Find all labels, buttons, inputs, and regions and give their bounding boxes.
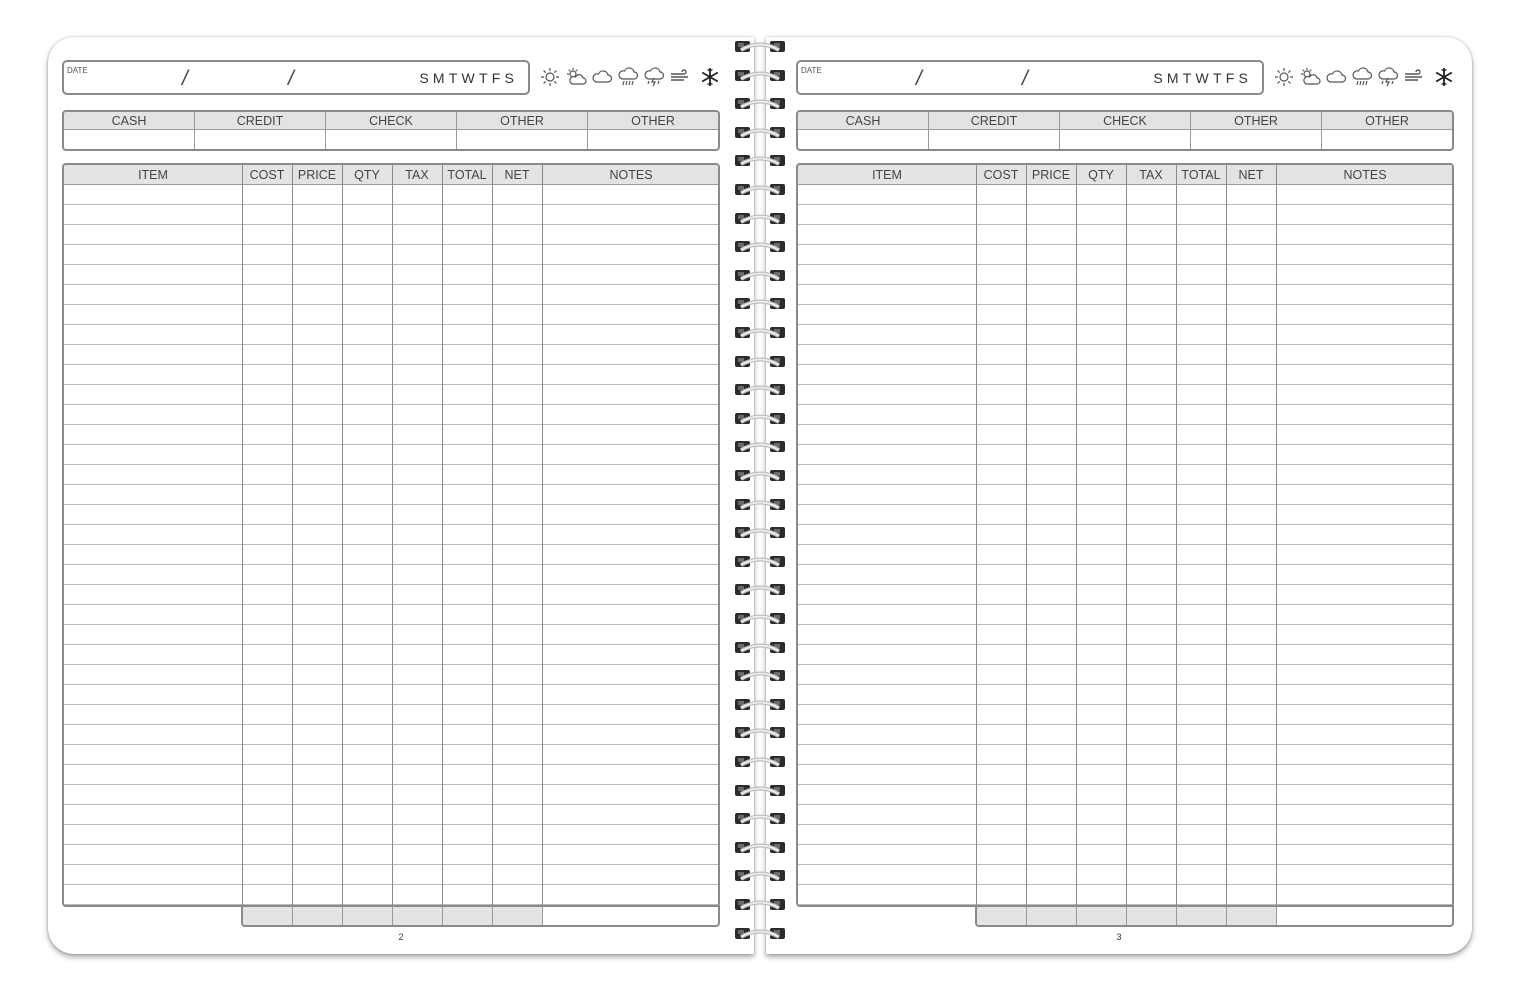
totals-row	[975, 905, 1454, 927]
binding-ring	[731, 38, 789, 55]
binding-ring	[731, 581, 789, 598]
ledger-header-row	[798, 165, 1452, 185]
cloud-icon[interactable]	[591, 66, 613, 88]
sun-icon[interactable]	[539, 66, 561, 88]
payment-other-field[interactable]	[1322, 130, 1452, 149]
page-number: 2	[398, 932, 404, 942]
total-cost-cell[interactable]	[243, 907, 293, 925]
total-total-cell[interactable]	[443, 907, 493, 925]
col-header-total: TOTAL	[1181, 168, 1221, 182]
col-header-tax: TAX	[405, 168, 429, 182]
col-header-price: PRICE	[297, 168, 337, 182]
binding-ring	[731, 810, 789, 827]
partly-cloudy-icon[interactable]	[1299, 66, 1321, 88]
binding-ring	[731, 410, 789, 427]
total-net-cell[interactable]	[1227, 907, 1277, 925]
binding-ring	[731, 667, 789, 684]
weather-icons	[1273, 66, 1459, 92]
binding-ring	[731, 353, 789, 370]
payment-method-table	[62, 110, 720, 151]
spiral-binding	[725, 38, 795, 950]
column-divider	[1126, 165, 1127, 905]
weekday-letters[interactable]: SMTWTFS	[419, 70, 518, 86]
binding-ring	[731, 210, 789, 227]
binding-ring	[731, 896, 789, 913]
binding-ring	[731, 696, 789, 713]
sun-icon[interactable]	[1273, 66, 1295, 88]
payment-header-other: OTHER	[631, 114, 675, 128]
payment-credit-field[interactable]	[195, 130, 326, 149]
col-header-notes: NOTES	[609, 168, 653, 182]
column-divider	[1076, 165, 1077, 905]
ledger-table	[62, 163, 720, 907]
binding-ring	[731, 324, 789, 341]
payment-header-credit: CREDIT	[195, 112, 326, 129]
weekday-letters[interactable]: SMTWTFS	[1153, 70, 1252, 86]
payment-header-check: CHECK	[1060, 112, 1191, 129]
payment-header-other: OTHER	[457, 112, 588, 129]
thunderstorm-icon[interactable]	[1377, 66, 1399, 88]
col-header-item: ITEM	[138, 168, 168, 182]
binding-ring	[731, 639, 789, 656]
ledger-table	[796, 163, 1454, 907]
payment-other-field[interactable]	[457, 130, 588, 149]
binding-ring	[731, 610, 789, 627]
payment-header-credit: CREDIT	[929, 112, 1060, 129]
totals-row	[241, 905, 720, 927]
ledger-header-row	[64, 165, 718, 185]
binding-ring	[731, 267, 789, 284]
payment-cash-field[interactable]	[798, 130, 929, 149]
column-divider	[442, 165, 443, 905]
payment-header-cash: CASH	[64, 112, 195, 129]
col-header-total: TOTAL	[447, 168, 487, 182]
cloud-icon[interactable]	[1325, 66, 1347, 88]
payment-header-check: CHECK	[326, 112, 457, 129]
rain-icon[interactable]	[617, 66, 639, 88]
rain-icon[interactable]	[1351, 66, 1373, 88]
wind-icon[interactable]	[1403, 66, 1425, 88]
date-slash: /	[916, 67, 922, 90]
binding-ring	[731, 839, 789, 856]
total-total-cell[interactable]	[1177, 907, 1227, 925]
total-qty-cell[interactable]	[1077, 907, 1127, 925]
col-header-tax: TAX	[1139, 168, 1163, 182]
snowflake-icon[interactable]	[1433, 66, 1455, 88]
col-header-cost: COST	[983, 168, 1019, 182]
binding-ring	[731, 524, 789, 541]
ledger-rows[interactable]	[64, 185, 718, 905]
binding-ring	[731, 467, 789, 484]
ledger-rows[interactable]	[798, 185, 1452, 905]
col-header-net: NET	[504, 168, 530, 182]
col-header-qty: QTY	[1088, 168, 1114, 182]
binding-ring	[731, 124, 789, 141]
payment-cash-field[interactable]	[64, 130, 195, 149]
total-net-cell[interactable]	[493, 907, 543, 925]
binding-ring	[731, 67, 789, 84]
payment-check-field[interactable]	[326, 130, 457, 149]
binding-ring	[731, 553, 789, 570]
col-header-cost: COST	[249, 168, 285, 182]
total-price-cell[interactable]	[293, 907, 343, 925]
payment-method-table	[796, 110, 1454, 151]
date-slash: /	[1022, 67, 1028, 90]
payment-header-cash: CASH	[798, 112, 929, 129]
binding-ring	[731, 724, 789, 741]
col-header-qty: QTY	[354, 168, 380, 182]
total-cost-cell[interactable]	[977, 907, 1027, 925]
binding-ring	[731, 782, 789, 799]
column-divider	[1226, 165, 1227, 905]
weather-icons	[539, 66, 725, 92]
column-divider	[292, 165, 293, 905]
col-header-notes: NOTES	[1343, 168, 1387, 182]
partly-cloudy-icon[interactable]	[565, 66, 587, 88]
binding-ring	[731, 181, 789, 198]
date-field[interactable]	[796, 60, 1264, 95]
column-divider	[1026, 165, 1027, 905]
binding-ring	[731, 496, 789, 513]
col-header-item: ITEM	[872, 168, 902, 182]
date-field[interactable]	[62, 60, 530, 95]
binding-ring	[731, 867, 789, 884]
payment-credit-field[interactable]	[929, 130, 1060, 149]
column-divider	[392, 165, 393, 905]
binding-ring	[731, 381, 789, 398]
date-label: DATE	[67, 66, 88, 75]
payment-header-other: OTHER	[1365, 114, 1409, 128]
binding-ring	[731, 295, 789, 312]
col-header-net: NET	[1238, 168, 1264, 182]
column-divider	[976, 165, 977, 905]
total-tax-cell[interactable]	[1127, 907, 1177, 925]
date-slash: /	[288, 67, 294, 90]
column-divider	[342, 165, 343, 905]
binding-ring	[731, 925, 789, 942]
payment-header-other: OTHER	[1191, 112, 1322, 129]
payment-other-field[interactable]	[1191, 130, 1322, 149]
binding-ring	[731, 238, 789, 255]
total-tax-cell[interactable]	[393, 907, 443, 925]
snowflake-icon[interactable]	[699, 66, 721, 88]
column-divider	[1176, 165, 1177, 905]
column-divider	[492, 165, 493, 905]
left-page	[48, 37, 754, 954]
total-price-cell[interactable]	[1027, 907, 1077, 925]
binding-ring	[731, 95, 789, 112]
column-divider	[242, 165, 243, 905]
column-divider	[1276, 165, 1277, 905]
binding-ring	[731, 152, 789, 169]
page-number: 3	[1116, 932, 1122, 942]
payment-check-field[interactable]	[1060, 130, 1191, 149]
binding-ring	[731, 753, 789, 770]
binding-ring	[731, 438, 789, 455]
col-header-price: PRICE	[1031, 168, 1071, 182]
total-qty-cell[interactable]	[343, 907, 393, 925]
thunderstorm-icon[interactable]	[643, 66, 665, 88]
column-divider	[542, 165, 543, 905]
date-label: DATE	[801, 66, 822, 75]
wind-icon[interactable]	[669, 66, 691, 88]
date-slash: /	[182, 67, 188, 90]
right-page	[766, 37, 1472, 954]
payment-other-field[interactable]	[588, 130, 718, 149]
